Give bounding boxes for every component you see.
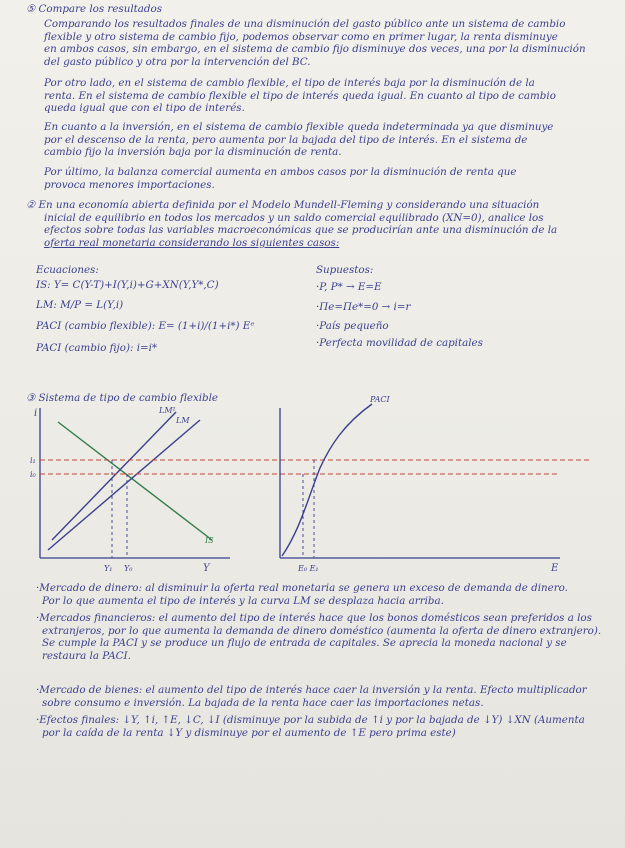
text-line: efectos sobre todas las variables macroeconómicas que se producirían ante una disminución de la [44,224,558,237]
text-line: restaura la PACI. [42,649,131,662]
text-line: oferta real monetaria considerando los siguientes casos: [44,236,340,249]
text-line: en ambos casos, sin embargo, en el sistema de cambio fijo disminuye dos veces, una por la disminución [44,43,586,56]
equation-is: IS: Y= C(Y-T)+I(Y,i)+G+XN(Y,Y*,C) [36,279,219,291]
text-line: flexible y otro sistema de cambio fijo, podemos observar como en primer lugar, la renta disminuye [44,30,558,43]
text-line: queda igual que con el tipo de interés. [44,102,245,115]
text-line: Por último, la balanza comercial aumenta en ambos casos por la disminución de renta que [44,166,517,178]
lm1-label: LM¹ [159,406,176,415]
q3-item-mercado-dinero [36,582,596,607]
text-line: ·Mercado de dinero: al disminuir la oferta real monetaria se genera un exceso de demanda de dinero. [36,582,568,594]
text-line: Se cumple la PACI y se produce un flujo de entrada de capitales. Se aprecia la moneda nacional y se [42,637,567,650]
text-line: En cuanto a la inversión, en el sistema de cambio flexible queda indeterminada ya que disminuye [44,121,554,133]
text-line: ·Mercado de bienes: el aumento del tipo de interés hace caer la inversión y la renta. Efecto multiplicador [36,684,587,696]
equation-paci-flexible: PACI (cambio flexible): E= (1+i)/(1+i*) Eᵉ [36,320,255,332]
text-line: cambio fijo la inversión baja por la disminución de renta. [44,146,342,159]
islm-paci-graph [0,380,625,580]
e-ticks-label: E₀ E₁ [298,564,319,573]
text-line: por el descenso de la renta, pero aumenta por la bajada del tipo de interés. En el sistema de [44,133,528,146]
q5-paragraph-1 [44,18,604,68]
y0-label: Y₀ [124,564,133,573]
ecuaciones-label: Ecuaciones: [36,264,99,276]
q3-heading: ③ Sistema de tipo de cambio flexible [26,392,219,404]
supuesto-2: ·Πe=Πe*=0 → i=r [316,301,411,313]
text-line: inicial de equilibrio en todos los mercados y un saldo comercial equilibrado (XN=0), analice los [44,211,544,224]
text-line: Por otro lado, en el sistema de cambio flexible, el tipo de interés baja por la disminución de la [44,77,535,89]
text-line: ·Mercados financieros: el aumento del tipo de interés hace que los bonos domésticos sean preferidos a los [36,612,592,624]
supuesto-4: ·Perfecta movilidad de capitales [316,337,483,349]
q5-paragraph-4 [44,166,604,191]
text-line: del gasto público y otra por la intervención del BC. [44,55,311,68]
q3-item-efectos-finales [36,714,596,739]
text-line: Por lo que aumenta el tipo de interés y la curva LM se desplaza hacia arriba. [42,594,444,607]
supuesto-3: ·País pequeño [316,320,389,332]
y1-label: Y₁ [104,564,113,573]
text-line: Comparando los resultados finales de una disminución del gasto público ante un sistema de cambio [44,18,566,30]
text-line: sobre consumo e inversión. La bajada de la renta hace caer las importaciones netas. [42,696,484,709]
equation-paci-fijo: PACI (cambio fijo): i=i* [36,342,158,354]
is-label: IS [205,536,214,545]
paci-label: PACI [370,395,390,404]
text-line: provoca menores importaciones. [44,178,215,191]
lm-label: LM [176,416,190,425]
q5-paragraph-3 [44,121,604,159]
lm-curve [48,420,200,550]
text-line: ② En una economía abierta definida por el Modelo Mundell-Fleming y considerando una situación [26,199,540,211]
paci-curve [282,404,372,556]
q2-statement [26,199,557,249]
i1-label: i₁ [30,456,36,465]
paci-e-axis-label: E [551,563,559,574]
equation-lm: LM: M/P = L(Y,i) [36,299,124,311]
text-line: ·Efectos finales: ↓Y, ↑i, ↑E, ↓C, ↓I (disminuye por la subida de ↑i y por la bajada de ↓Y) ↓XN (Aumenta [36,714,585,726]
text-line: por la caída de la renta ↓Y y disminuye por el aumento de ↑E pero prima este) [42,726,456,739]
q5-paragraph-2 [44,77,604,115]
supuestos-label: Supuestos: [316,264,374,276]
q5-heading: ⑤ Compare los resultados [26,3,162,15]
q3-item-mercados-financieros [36,612,602,662]
text-line: extranjeros, por lo que aumenta la demanda de dinero doméstico (aumenta la oferta de dinero extranjero). [42,624,602,637]
islm-y-axis-label: i [34,408,38,419]
islm-x-axis-label: Y [203,563,210,574]
text-line: renta. En el sistema de cambio flexible el tipo de interés queda igual. En cuanto al tipo de cambio [44,89,556,102]
supuesto-1: ·P, P* → E=E [316,281,382,293]
q3-item-mercado-bienes [36,684,596,709]
i0-label: i₀ [30,470,36,479]
